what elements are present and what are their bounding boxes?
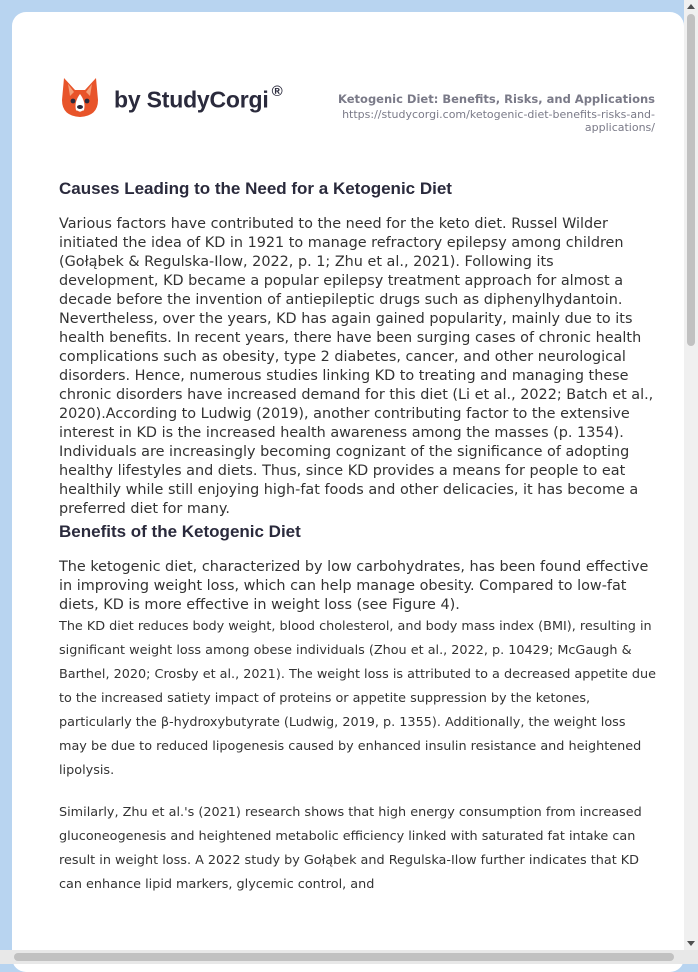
section-heading: Benefits of the Ketogenic Diet <box>59 522 301 541</box>
article-body <box>59 176 657 897</box>
corgi-icon <box>60 76 100 118</box>
document-url[interactable]: https://studycorgi.com/ketogenic-diet-benefits-risks-and-applications/ <box>342 108 655 134</box>
document-title: Ketogenic Diet: Benefits, Risks, and Applications <box>338 92 655 106</box>
document-page <box>12 12 684 972</box>
registered-mark: ® <box>271 83 283 101</box>
section-heading: Causes Leading to the Need for a Ketogenic Diet <box>59 179 452 198</box>
page-header <box>12 12 684 152</box>
brand-name: by StudyCorgi ® <box>114 83 283 113</box>
vertical-scrollbar[interactable] <box>684 0 698 950</box>
paragraph: Various factors have contributed to the need for the keto diet. Russel Wilder initiated the idea of KD in 1921 to manage refractory epilepsy among children (Gołąbek & Regulska-Ilow, 2022, p. 1; Zhu et al., 2021). Following its development, KD became a popular epilepsy treatment approach for almost a decade before the invention of antiepileptic drugs such as diphenylhydantoin. Nevertheless, over the years, KD has again gained popularity, mainly due to its health benefits. In recent years, there have been surging cases of chronic health complications such as obesity, type 2 diabetes, cancer, and other neurological disorders. Hence, numerous studies linking KD to treating and managing these chronic disorders have increased demand for this diet (Li et al., 2022; Batch et al., 2020).According to Ludwig (2019), another contributing factor to the extensive interest in KD is the increased health awareness among the masses (p. 1354). Individuals are increasingly becoming cognizant of the significance of adopting healthy lifestyles and diets. Thus, since KD provides a means for people to eat healthily while still enjoying high-fat foods and other delicacies, it has become a preferred diet for many. <box>59 216 654 517</box>
paragraph: The ketogenic diet, characterized by low carbohydrates, has been found effective in improving weight loss, which can help manage obesity. Compared to low-fat diets, KD is more effective in weight loss (see Figure 4). <box>59 559 649 613</box>
scroll-down-icon[interactable] <box>687 941 695 946</box>
hscroll-thumb[interactable] <box>14 953 674 961</box>
studycorgi-logo[interactable] <box>60 76 282 118</box>
paragraph: The KD diet reduces body weight, blood cholesterol, and body mass index (BMI), resulting in significant weight loss among obese individuals (Zhou et al., 2022, p. 10429; McGaugh & Barthel, 2020; Crosby et al., 2021). The weight loss is attributed to a decreased appetite due to the increased satiety impact of proteins or appetite suppression by the ketones, particularly the β-hydroxybutyrate (Ludwig, 2019, p. 1355). Additionally, the weight loss may be due to reduced lipogenesis caused by enhanced insulin resistance and heightened lipolysis. <box>59 619 656 778</box>
horizontal-scrollbar[interactable] <box>0 950 698 964</box>
paragraph: Similarly, Zhu et al.'s (2021) research shows that high energy consumption from increased gluconeogenesis and heightened metabolic efficiency linked with saturated fat intake can result in weight loss. A 2022 study by Gołąbek and Regulska-Ilow further indicates that KD can enhance lipid markers, glycemic control, and <box>59 805 642 892</box>
scroll-up-icon[interactable] <box>687 4 695 9</box>
document-meta <box>315 92 655 134</box>
scroll-thumb[interactable] <box>687 14 695 346</box>
